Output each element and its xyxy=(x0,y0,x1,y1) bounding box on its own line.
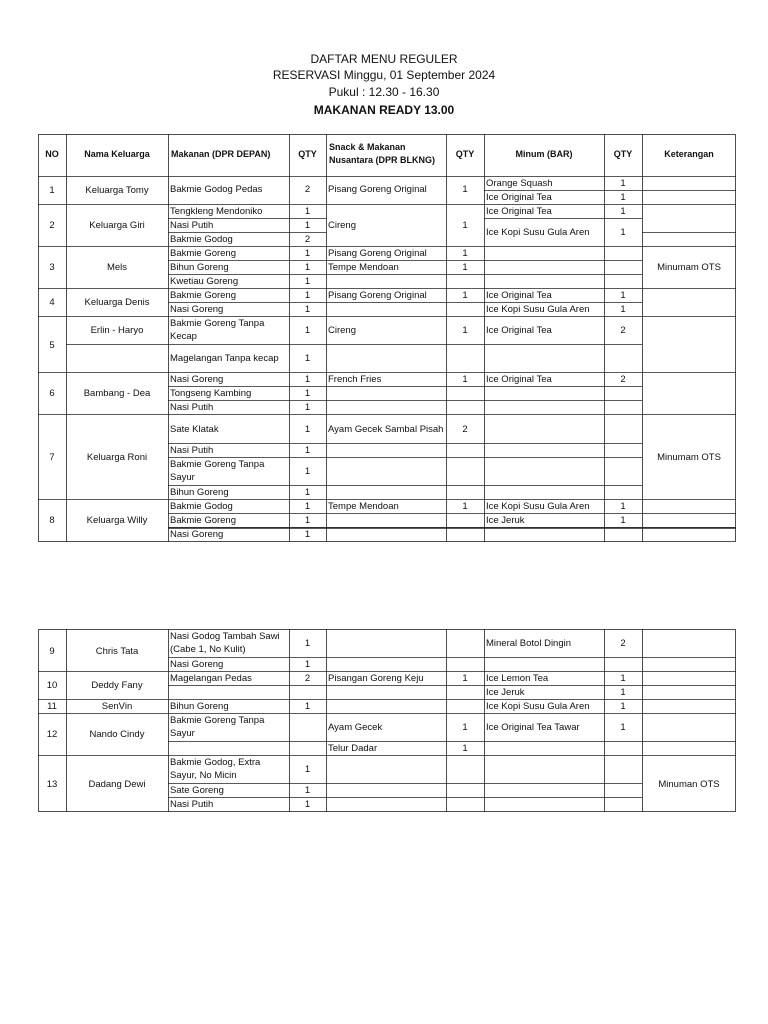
food-item: Nasi Putih xyxy=(170,445,214,456)
food-qty: 2 xyxy=(304,184,311,195)
drink-qty: 1 xyxy=(620,304,626,315)
snack-qty: 1 xyxy=(462,248,468,259)
food-qty: 1 xyxy=(304,785,311,796)
snack-qty: 1 xyxy=(462,722,468,733)
food-qty: 1 xyxy=(304,276,311,287)
food-qty: 1 xyxy=(304,353,311,364)
header-notes: Keterangan xyxy=(664,149,714,159)
family-name: Keluarga Willy xyxy=(86,515,148,526)
row-no: 3 xyxy=(49,262,55,273)
row-no: 5 xyxy=(49,340,55,351)
snack-qty: 1 xyxy=(462,262,468,273)
food-item: Bakmie Goreng xyxy=(170,515,237,526)
drink-item: Ice Kopi Susu Gula Aren xyxy=(486,701,590,712)
snack-item: Pisangan Goreng Keju xyxy=(328,673,424,684)
drink-qty: 1 xyxy=(620,501,626,512)
food-item: Bakmie Godog xyxy=(170,501,233,512)
row-no: 11 xyxy=(47,701,57,712)
drink-qty: 1 xyxy=(620,192,626,203)
food-item: Bakmie Godog xyxy=(170,234,233,245)
food-item: Tongseng Kambing xyxy=(170,388,252,399)
snack-qty: 1 xyxy=(462,501,468,512)
family-name: Erlin - Haryo xyxy=(90,325,144,336)
drink-qty: 1 xyxy=(620,206,626,217)
food-qty: 1 xyxy=(304,638,311,649)
note: Minumam OTS xyxy=(657,452,721,463)
snack-qty: 1 xyxy=(462,673,468,684)
food-item: Bihun Goreng xyxy=(170,701,229,712)
family-name: Deddy Fany xyxy=(91,680,143,691)
food-qty: 1 xyxy=(304,304,311,315)
family-name: Mels xyxy=(106,262,128,273)
snack-item: Tempe Mendoan xyxy=(328,262,399,273)
note: Minumam OTS xyxy=(657,262,721,273)
food-item: Tengkleng Mendoniko xyxy=(170,206,263,217)
food-item: Nasi Godog Tambah Sawi (Cabe 1, No Kulit) xyxy=(170,631,280,655)
drink-item: Ice Kopi Susu Gula Aren xyxy=(486,227,590,238)
row-no: 13 xyxy=(46,779,58,790)
doc-title: DAFTAR MENU REGULER xyxy=(310,52,458,66)
food-qty: 1 xyxy=(304,701,311,712)
row-no: 6 xyxy=(49,388,55,399)
drink-item: Ice Original Tea xyxy=(486,325,552,336)
food-qty: 1 xyxy=(304,424,311,435)
header-family-name: Nama Keluarga xyxy=(84,149,150,159)
drink-qty: 1 xyxy=(620,687,626,698)
food-qty: 1 xyxy=(304,445,311,456)
snack-item: Cireng xyxy=(328,325,356,336)
row-no: 7 xyxy=(49,452,55,463)
family-name: Chris Tata xyxy=(95,646,139,657)
snack-qty: 1 xyxy=(462,220,468,231)
food-item: Bakmie Goreng xyxy=(170,290,237,301)
snack-item: Pisang Goreng Original xyxy=(328,248,427,259)
drink-qty: 1 xyxy=(620,673,626,684)
family-name: Dadang Dewi xyxy=(88,779,146,790)
food-item: Bakmie Goreng Tanpa Sayur xyxy=(170,715,265,739)
drink-item: Ice Original Tea xyxy=(486,374,552,385)
food-item: Sate Klatak xyxy=(170,424,219,435)
food-item: Nasi Putih xyxy=(170,402,214,413)
drink-qty: 1 xyxy=(620,290,626,301)
food-item: Bakmie Godog, Extra Sayur, No Micin xyxy=(170,757,261,781)
snack-qty: 1 xyxy=(462,374,468,385)
food-item: Bihun Goreng xyxy=(170,262,229,273)
food-qty: 1 xyxy=(304,487,311,498)
drink-qty: 1 xyxy=(620,515,626,526)
drink-qty: 1 xyxy=(620,227,626,238)
food-item: Bakmie Goreng xyxy=(170,248,237,259)
family-name: Nando Cindy xyxy=(89,729,145,740)
snack-item: Pisang Goreng Original xyxy=(328,184,427,195)
snack-qty: 1 xyxy=(462,743,468,754)
note: Minuman OTS xyxy=(658,779,720,790)
drink-item: Ice Original Tea xyxy=(486,206,552,217)
food-qty: 1 xyxy=(304,206,311,217)
drink-qty: 2 xyxy=(620,638,626,649)
family-name: Keluarga Roni xyxy=(86,452,148,463)
food-item: Nasi Goreng xyxy=(170,304,224,315)
food-qty: 1 xyxy=(304,764,311,775)
family-name: Bambang - Dea xyxy=(83,388,151,399)
food-item: Kwetiau Goreng xyxy=(170,276,239,287)
drink-qty: 1 xyxy=(620,722,626,733)
food-item: Magelangan Tanpa kecap xyxy=(170,353,279,364)
snack-item: Tempe Mendoan xyxy=(328,501,399,512)
drink-qty: 2 xyxy=(620,325,626,336)
food-item: Nasi Goreng xyxy=(170,374,224,385)
food-qty: 1 xyxy=(304,466,311,477)
snack-qty: 1 xyxy=(462,184,468,195)
drink-item: Ice Kopi Susu Gula Aren xyxy=(486,304,590,315)
food-qty: 1 xyxy=(304,659,311,670)
row-no: 10 xyxy=(46,680,58,691)
food-qty: 2 xyxy=(304,673,311,684)
food-item: Bakmie Goreng Tanpa Sayur xyxy=(170,459,265,483)
drink-item: Mineral Botol Dingin xyxy=(486,638,572,649)
family-name: Keluarga Denis xyxy=(84,297,150,308)
family-name: Keluarga Giri xyxy=(89,220,145,231)
food-item: Nasi Goreng xyxy=(170,659,224,670)
snack-item: French Fries xyxy=(328,374,382,385)
food-qty: 1 xyxy=(304,501,311,512)
row-no: 12 xyxy=(46,729,58,740)
food-item: Bakmie Godog Pedas xyxy=(170,184,263,195)
header-snack: Snack & Makanan Nusantara (DPR BLKNG) xyxy=(329,142,436,165)
time-range: Pukul : 12.30 - 16.30 xyxy=(328,85,440,99)
header-qty-snack: QTY xyxy=(455,149,475,159)
food-item: Nasi Putih xyxy=(170,799,214,810)
food-qty: 1 xyxy=(304,248,311,259)
row-no: 8 xyxy=(49,515,55,526)
food-item: Bihun Goreng xyxy=(170,487,229,498)
snack-item: Cireng xyxy=(328,220,356,231)
drink-item: Orange Squash xyxy=(486,178,553,189)
snack-item: Ayam Gecek xyxy=(328,722,383,733)
header-food: Makanan (DPR DEPAN) xyxy=(171,149,271,159)
family-name: SenVin xyxy=(101,701,133,712)
food-qty: 1 xyxy=(304,515,311,526)
row-no: 1 xyxy=(49,185,55,196)
snack-qty: 2 xyxy=(462,424,468,435)
food-qty: 1 xyxy=(304,325,311,336)
row-no: 9 xyxy=(49,646,55,657)
row-no: 4 xyxy=(49,297,55,308)
food-qty: 1 xyxy=(304,262,311,273)
drink-item: Ice Original Tea xyxy=(486,290,552,301)
drink-qty: 2 xyxy=(620,374,626,385)
snack-item: Pisang Goreng Original xyxy=(328,290,427,301)
food-qty: 1 xyxy=(304,290,311,301)
header-drink: Minum (BAR) xyxy=(515,149,573,159)
header-no: NO xyxy=(45,149,59,159)
drink-qty: 1 xyxy=(620,178,626,189)
snack-item: Ayam Gecek Sambal Pisah xyxy=(328,424,444,435)
food-item: Sate Goreng xyxy=(170,785,224,796)
drink-item: Ice Original Tea xyxy=(486,192,552,203)
drink-item: Ice Original Tea Tawar xyxy=(486,722,580,733)
snack-item: Telur Dadar xyxy=(328,743,378,754)
food-qty: 1 xyxy=(304,374,311,385)
header-qty-food: QTY xyxy=(298,149,317,159)
food-item: Nasi Goreng xyxy=(170,529,224,540)
snack-qty: 1 xyxy=(462,290,468,301)
drink-item: Ice Jeruk xyxy=(486,515,525,526)
food-item: Magelangan Pedas xyxy=(170,673,252,684)
food-qty: 1 xyxy=(304,388,311,399)
snack-qty: 1 xyxy=(462,325,468,336)
food-item: Nasi Putih xyxy=(170,220,214,231)
food-item: Bakmie Goreng Tanpa Kecap xyxy=(170,318,265,342)
reservation-date: RESERVASI Minggu, 01 September 2024 xyxy=(272,68,496,82)
food-ready-time: MAKANAN READY 13.00 xyxy=(313,103,455,117)
food-qty: 1 xyxy=(304,220,311,231)
drink-qty: 1 xyxy=(620,701,626,712)
food-qty: 1 xyxy=(304,799,311,810)
food-qty: 2 xyxy=(304,234,311,245)
family-name: Keluarga Tomy xyxy=(85,185,149,196)
drink-item: Ice Lemon Tea xyxy=(486,673,549,684)
row-no: 2 xyxy=(49,220,55,231)
food-qty: 1 xyxy=(304,402,311,413)
food-qty: 1 xyxy=(304,529,311,540)
header-qty-drink: QTY xyxy=(613,149,633,159)
drink-item: Ice Kopi Susu Gula Aren xyxy=(486,501,590,512)
drink-item: Ice Jeruk xyxy=(486,687,525,698)
